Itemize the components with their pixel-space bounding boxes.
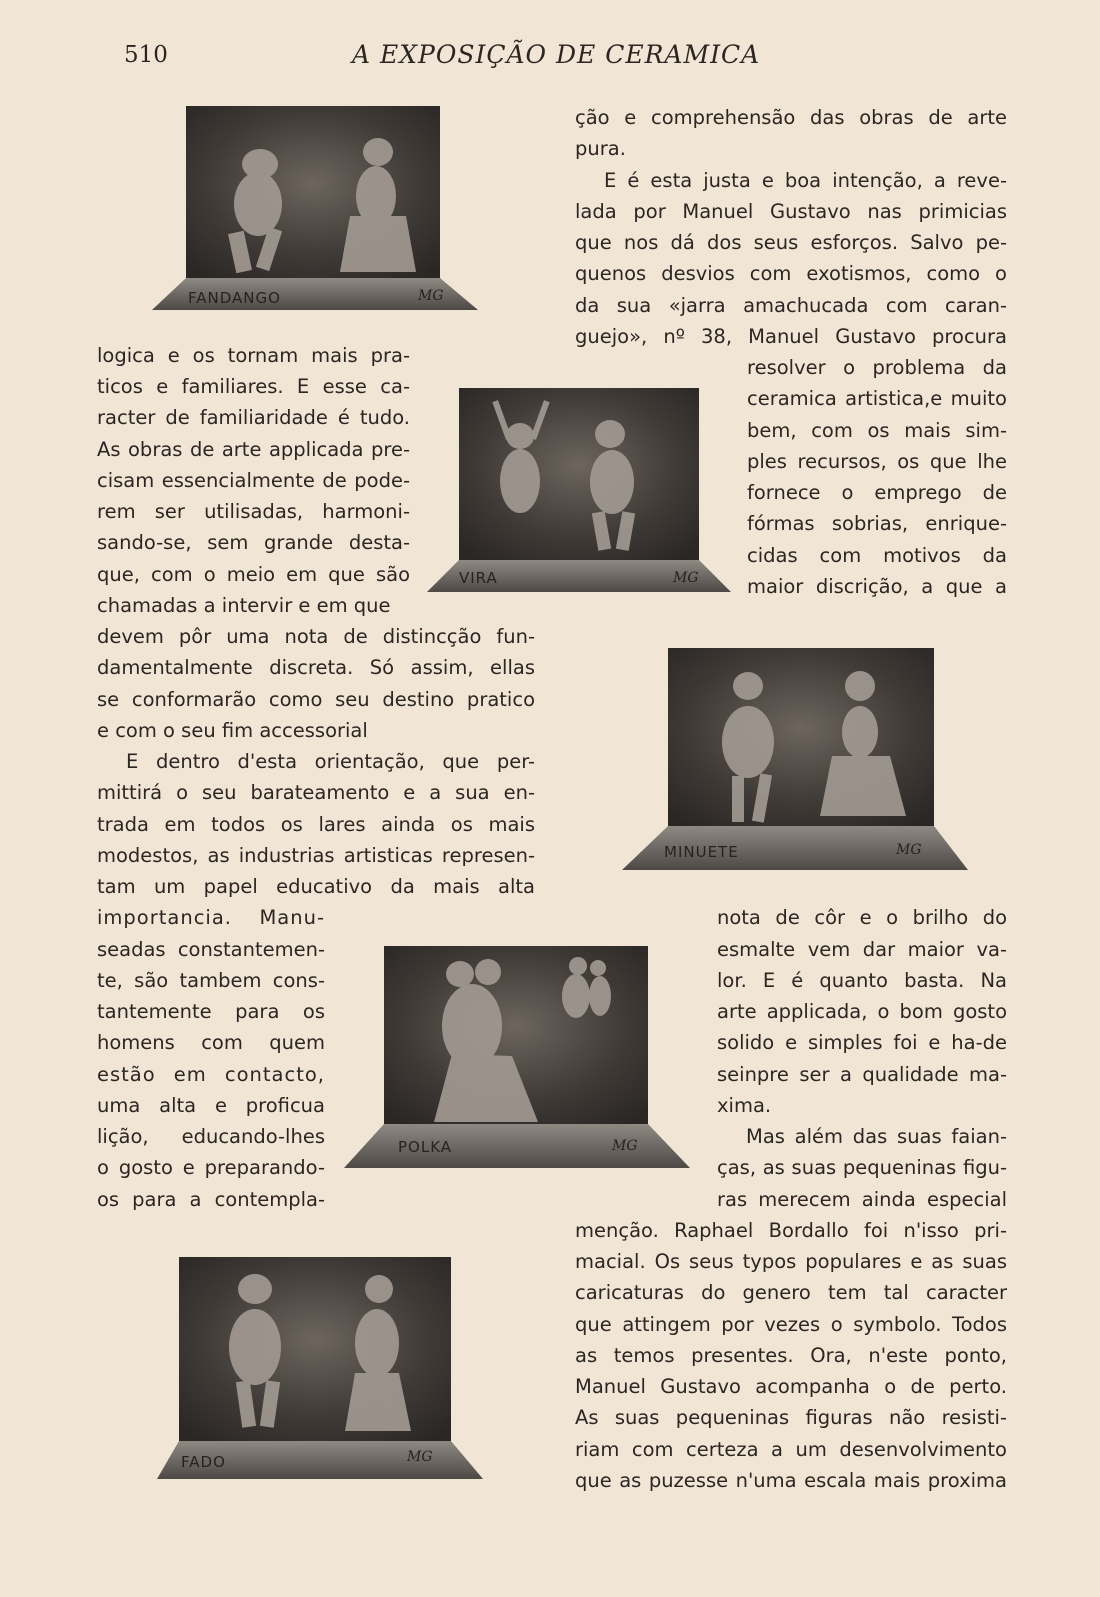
text-line: caricaturas do genero tem tal caracter [575, 1281, 1007, 1304]
text-line: fornece o emprego de [747, 481, 1007, 504]
text-line: solido e simples foi e ha-de [717, 1031, 1007, 1054]
text-line: lada por Manuel Gustavo nas primicias [575, 200, 1007, 223]
text-line: nota de côr e o brilho do [717, 906, 1007, 929]
text-line: homens com quem [97, 1031, 325, 1054]
text-line: o gosto e preparando- [97, 1156, 325, 1179]
text-line: ção e comprehensão das obras de arte [575, 106, 1007, 129]
maker-signature: MG [612, 1138, 638, 1154]
text-line: arte applicada, o bom gosto [717, 1000, 1007, 1023]
text-line: seadas constantemen- [97, 938, 325, 961]
text-line: Mas além das suas faian- [746, 1125, 1007, 1148]
text-line: ticos e familiares. E esse ca- [97, 375, 410, 398]
text-line: E dentro d'esta orientação, que per- [126, 750, 535, 773]
text-line: quenos desvios com exotismos, como o [575, 262, 1007, 285]
text-line: pura. [575, 137, 626, 160]
text-line: guejo», nº 38, Manuel Gustavo procura [575, 325, 1007, 348]
text-line: se conformarão como seu destino pratico [97, 688, 535, 711]
text-line: ceramica artistica,e muito [747, 387, 1007, 410]
text-line: tantemente para os [97, 1000, 325, 1023]
text-line: da sua «jarra amachucada com caran- [575, 294, 1007, 317]
plate-fandango [150, 104, 480, 316]
plate-label: FADO [181, 1453, 226, 1471]
plate-fado [155, 1255, 485, 1483]
plate-label: VIRA [459, 569, 498, 587]
page-title: A EXPOSIÇÃO DE CERAMICA [352, 40, 761, 69]
text-line: damentalmente discreta. Só assim, ellas [97, 656, 535, 679]
text-line: sando-se, sem grande desta- [97, 531, 410, 554]
text-line: bem, com os mais sim- [747, 419, 1007, 442]
text-line: que attingem por vezes o symbolo. Todos [575, 1313, 1007, 1336]
text-line: riam com certeza a um desenvolvimento [575, 1438, 1007, 1461]
maker-signature: MG [673, 570, 699, 586]
text-line: lição, educando-lhes [97, 1125, 325, 1148]
plate-vira [425, 386, 733, 598]
text-line: cidas com motivos da [747, 544, 1007, 567]
text-line: ras merecem ainda especial [717, 1188, 1007, 1211]
text-line: trada em todos os lares ainda os mais [97, 813, 535, 836]
plate-minuete [620, 646, 970, 874]
text-line: resolver o problema da [747, 356, 1007, 379]
text-line: racter de familiaridade é tudo. [97, 406, 410, 429]
text-line: te, são tambem cons- [97, 969, 325, 992]
text-line: rem ser utilisadas, harmoni- [97, 500, 410, 523]
text-line: tam um papel educativo da mais alta [97, 875, 535, 898]
text-line: importancia. Manu- [97, 906, 325, 929]
text-line: seinpre ser a qualidade ma- [717, 1063, 1007, 1086]
plate-polka [342, 944, 692, 1172]
text-line: as temos presentes. Ora, n'este ponto, [575, 1344, 1007, 1367]
text-line: os para a contempla- [97, 1188, 325, 1211]
maker-signature: MG [407, 1449, 433, 1465]
text-line: ples recursos, os que lhe [747, 450, 1007, 473]
maker-signature: MG [418, 288, 444, 304]
text-line: mittirá o seu barateamento e a sua en- [97, 781, 535, 804]
text-line: devem pôr uma nota de distincção fun- [97, 625, 535, 648]
text-line: chamadas a intervir e em que [97, 594, 391, 617]
text-line: Manuel Gustavo acompanha o de perto. [575, 1375, 1007, 1398]
plate-label: MINUETE [664, 843, 739, 861]
text-line: maior discrição, a que a [747, 575, 1007, 598]
text-line: modestos, as industrias artisticas represen- [97, 844, 535, 867]
maker-signature: MG [896, 842, 922, 858]
plate-label: FANDANGO [188, 289, 281, 307]
text-line: cisam essencialmente de pode- [97, 469, 410, 492]
text-line: que, com o meio em que são [97, 563, 410, 586]
text-line: lor. E é quanto basta. Na [717, 969, 1007, 992]
plate-label: POLKA [398, 1138, 453, 1156]
text-line: logica e os tornam mais pra- [97, 344, 410, 367]
text-line: macial. Os seus typos populares e as suas [575, 1250, 1007, 1273]
text-line: que as puzesse n'uma escala mais proxima [575, 1469, 1007, 1492]
text-line: E é esta justa e boa intenção, a reve- [604, 169, 1007, 192]
text-line: que nos dá dos seus esforços. Salvo pe- [575, 231, 1007, 254]
text-line: ças, as suas pequeninas figu- [717, 1156, 1007, 1179]
text-line: As obras de arte applicada pre- [97, 438, 410, 461]
text-line: As suas pequeninas figuras não resisti- [575, 1406, 1007, 1429]
text-line: estão em contacto, [97, 1063, 325, 1086]
text-line: uma alta e proficua [97, 1094, 325, 1117]
text-line: fórmas sobrias, enrique- [747, 512, 1007, 535]
text-line: e com o seu fim accessorial [97, 719, 368, 742]
text-line: esmalte vem dar maior va- [717, 938, 1007, 961]
text-line: xima. [717, 1094, 772, 1117]
page-number: 510 [124, 42, 168, 68]
text-line: menção. Raphael Bordallo foi n'isso pri- [575, 1219, 1007, 1242]
